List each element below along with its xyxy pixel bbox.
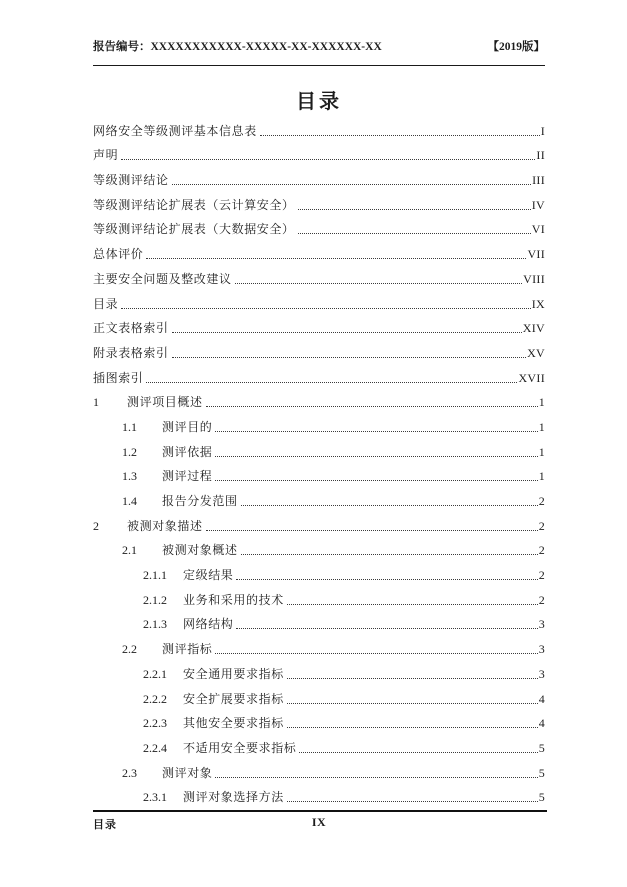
toc-entry[interactable] — [93, 435, 545, 460]
toc-entry[interactable] — [93, 731, 545, 756]
dot-leader — [235, 283, 523, 284]
toc-entry[interactable] — [93, 287, 545, 312]
toc-entry-label: 测评对象 — [162, 765, 213, 780]
toc-entry[interactable] — [93, 583, 545, 608]
toc-entry[interactable] — [93, 460, 545, 485]
toc-entry-label: 等级测评结论扩展表（大数据安全） — [93, 222, 295, 237]
toc-entry-label: 业务和采用的技术 — [183, 592, 284, 607]
toc-entry[interactable] — [93, 237, 545, 262]
dot-leader — [215, 777, 537, 778]
toc-entry[interactable] — [93, 657, 545, 682]
toc-entry-label: 安全扩展要求指标 — [183, 691, 284, 706]
toc-entry-label: 附录表格索引 — [93, 345, 169, 360]
dot-leader — [260, 135, 540, 136]
page-header — [93, 38, 545, 54]
toc-entry-page: 1 — [538, 395, 545, 410]
dot-leader — [236, 628, 537, 629]
toc-entry-number: 2.2.3 — [143, 716, 167, 731]
toc-entry-page: 2 — [538, 592, 545, 607]
toc-entry-page: 2 — [538, 543, 545, 558]
toc-entry-page: 3 — [538, 642, 545, 657]
toc-entry[interactable] — [93, 781, 545, 806]
toc-entry[interactable] — [93, 632, 545, 657]
page-title: 目录 — [296, 91, 342, 113]
toc-entry[interactable] — [93, 361, 545, 386]
dot-leader — [121, 308, 531, 309]
toc-entry-label: 主要安全问题及整改建议 — [93, 271, 232, 286]
toc-entry-page: IV — [531, 197, 545, 212]
dot-leader — [287, 604, 538, 605]
toc-entry[interactable] — [93, 534, 545, 559]
dot-leader — [298, 233, 531, 234]
footer-page-number: IX — [311, 815, 327, 829]
toc-entry-number: 2.3 — [122, 765, 137, 780]
dot-leader — [299, 752, 537, 753]
toc-entry-label: 被测对象描述 — [127, 518, 203, 533]
toc-entry-page: 2 — [538, 518, 545, 533]
toc-entry-page: 1 — [538, 469, 545, 484]
footer-section-label: 目录 — [93, 819, 117, 831]
toc-entry-page: XV — [527, 345, 545, 360]
toc-entry[interactable] — [93, 114, 545, 139]
toc-entry-page: XIV — [522, 321, 545, 336]
toc-entry[interactable] — [93, 410, 545, 435]
toc-entry-page: 2 — [538, 568, 545, 583]
toc-entry-label: 定级结果 — [183, 568, 234, 583]
toc-entry-label: 不适用安全要求指标 — [183, 740, 297, 755]
toc-entry-number: 1 — [93, 395, 99, 410]
toc-entry[interactable] — [93, 188, 545, 213]
toc-entry-number: 1.2 — [122, 444, 137, 459]
toc-entry-page: I — [540, 123, 545, 138]
dot-leader — [172, 357, 526, 358]
toc-entry-label: 等级测评结论 — [93, 173, 169, 188]
toc-entry-label: 测评依据 — [162, 444, 213, 459]
toc-entry-label: 总体评价 — [93, 247, 144, 262]
toc-entry-label: 声明 — [93, 148, 119, 163]
toc-entry-page: VIII — [523, 271, 545, 286]
toc-entry-page: II — [536, 148, 545, 163]
toc-entry-page: 1 — [538, 419, 545, 434]
dot-leader — [298, 209, 531, 210]
toc-entry-label: 安全通用要求指标 — [183, 666, 284, 681]
toc-entry-label: 测评过程 — [162, 469, 213, 484]
toc-entry-label: 正文表格索引 — [93, 321, 169, 336]
toc-entry[interactable] — [93, 386, 545, 411]
toc-entry-number: 2.1 — [122, 543, 137, 558]
toc-entry-page: 2 — [538, 494, 545, 508]
toc-entry[interactable] — [93, 139, 545, 164]
dot-leader — [287, 678, 538, 679]
toc-entry[interactable] — [93, 336, 545, 361]
header-rule — [93, 65, 545, 66]
toc-entry-number: 2 — [93, 518, 99, 533]
toc-entry[interactable] — [93, 756, 545, 781]
dot-leader — [121, 159, 535, 160]
toc-entry-number: 1.3 — [122, 469, 137, 484]
toc-entry[interactable] — [93, 213, 545, 238]
toc-entry-label: 插图索引 — [93, 370, 144, 385]
toc-entry-number: 1.4 — [122, 494, 137, 508]
toc-entry-number: 2.3.1 — [143, 790, 167, 805]
toc-entry-page: 1 — [538, 444, 545, 459]
dot-leader — [215, 480, 537, 481]
toc-entry-number: 2.2.2 — [143, 691, 167, 706]
dot-leader — [236, 579, 537, 580]
toc-list — [93, 114, 545, 805]
toc-entry-page: 3 — [538, 617, 545, 632]
dot-leader — [215, 431, 537, 432]
dot-leader — [215, 456, 537, 457]
toc-entry-number: 2.2.4 — [143, 740, 167, 755]
toc-entry-number: 2.1.2 — [143, 592, 167, 607]
toc-entry[interactable] — [93, 608, 545, 633]
dot-leader — [241, 554, 538, 555]
toc-entry-label: 测评目的 — [162, 419, 213, 434]
footer-rule — [93, 810, 547, 812]
toc-entry-page: 3 — [538, 666, 545, 681]
dot-leader — [241, 505, 538, 506]
report-number: 报告编号：XXXXXXXXXXX-XXXXX-XX-XXXXXX-XX — [93, 41, 382, 53]
toc-entry-label: 目录 — [93, 296, 119, 311]
toc-entry-number: 2.1.1 — [143, 568, 167, 583]
toc-entry-page: 5 — [538, 790, 545, 805]
toc-entry-label: 网络结构 — [183, 617, 234, 632]
toc-entry-page: 4 — [538, 691, 545, 706]
toc-entry[interactable] — [93, 163, 545, 188]
toc-entry-page: VII — [527, 247, 545, 262]
toc-entry-page: IX — [531, 296, 545, 311]
dot-leader — [287, 801, 538, 802]
dot-leader — [287, 727, 538, 728]
toc-entry-page: 5 — [538, 740, 545, 755]
toc-entry-label: 报告分发范围 — [162, 494, 238, 508]
dot-leader — [215, 653, 537, 654]
toc-entry-label: 测评项目概述 — [127, 395, 203, 410]
toc-entry[interactable] — [93, 682, 545, 707]
toc-entry-page: XVII — [518, 370, 545, 385]
dot-leader — [287, 703, 538, 704]
toc-entry-number: 1.1 — [122, 419, 137, 434]
dot-leader — [172, 332, 522, 333]
toc-entry-number: 2.2 — [122, 642, 137, 657]
toc-entry[interactable] — [93, 707, 545, 732]
toc-entry-label: 等级测评结论扩展表（云计算安全） — [93, 197, 295, 212]
dot-leader — [206, 530, 538, 531]
dot-leader — [146, 258, 526, 259]
toc-entry-page: III — [532, 173, 545, 188]
toc-entry[interactable] — [93, 558, 545, 583]
dot-leader — [206, 406, 538, 407]
toc-entry-number: 2.2.1 — [143, 666, 167, 681]
toc-entry-label: 其他安全要求指标 — [183, 716, 284, 731]
toc-entry-page: 5 — [538, 765, 545, 780]
toc-entry-page: 4 — [538, 716, 545, 731]
toc-entry[interactable] — [93, 312, 545, 337]
toc-entry-number: 2.1.3 — [143, 617, 167, 632]
version-badge: 【2019版】 — [487, 41, 545, 53]
toc-entry-label: 测评对象选择方法 — [183, 790, 284, 805]
dot-leader — [146, 382, 517, 383]
toc-entry-label: 测评指标 — [162, 642, 213, 657]
dot-leader — [172, 184, 532, 185]
toc-entry[interactable] — [93, 262, 545, 287]
toc-entry-page: VI — [531, 222, 545, 237]
toc-entry-label: 被测对象概述 — [162, 543, 238, 558]
toc-entry[interactable] — [93, 484, 545, 509]
toc-entry-label: 网络安全等级测评基本信息表 — [93, 123, 257, 138]
toc-entry[interactable] — [93, 509, 545, 534]
